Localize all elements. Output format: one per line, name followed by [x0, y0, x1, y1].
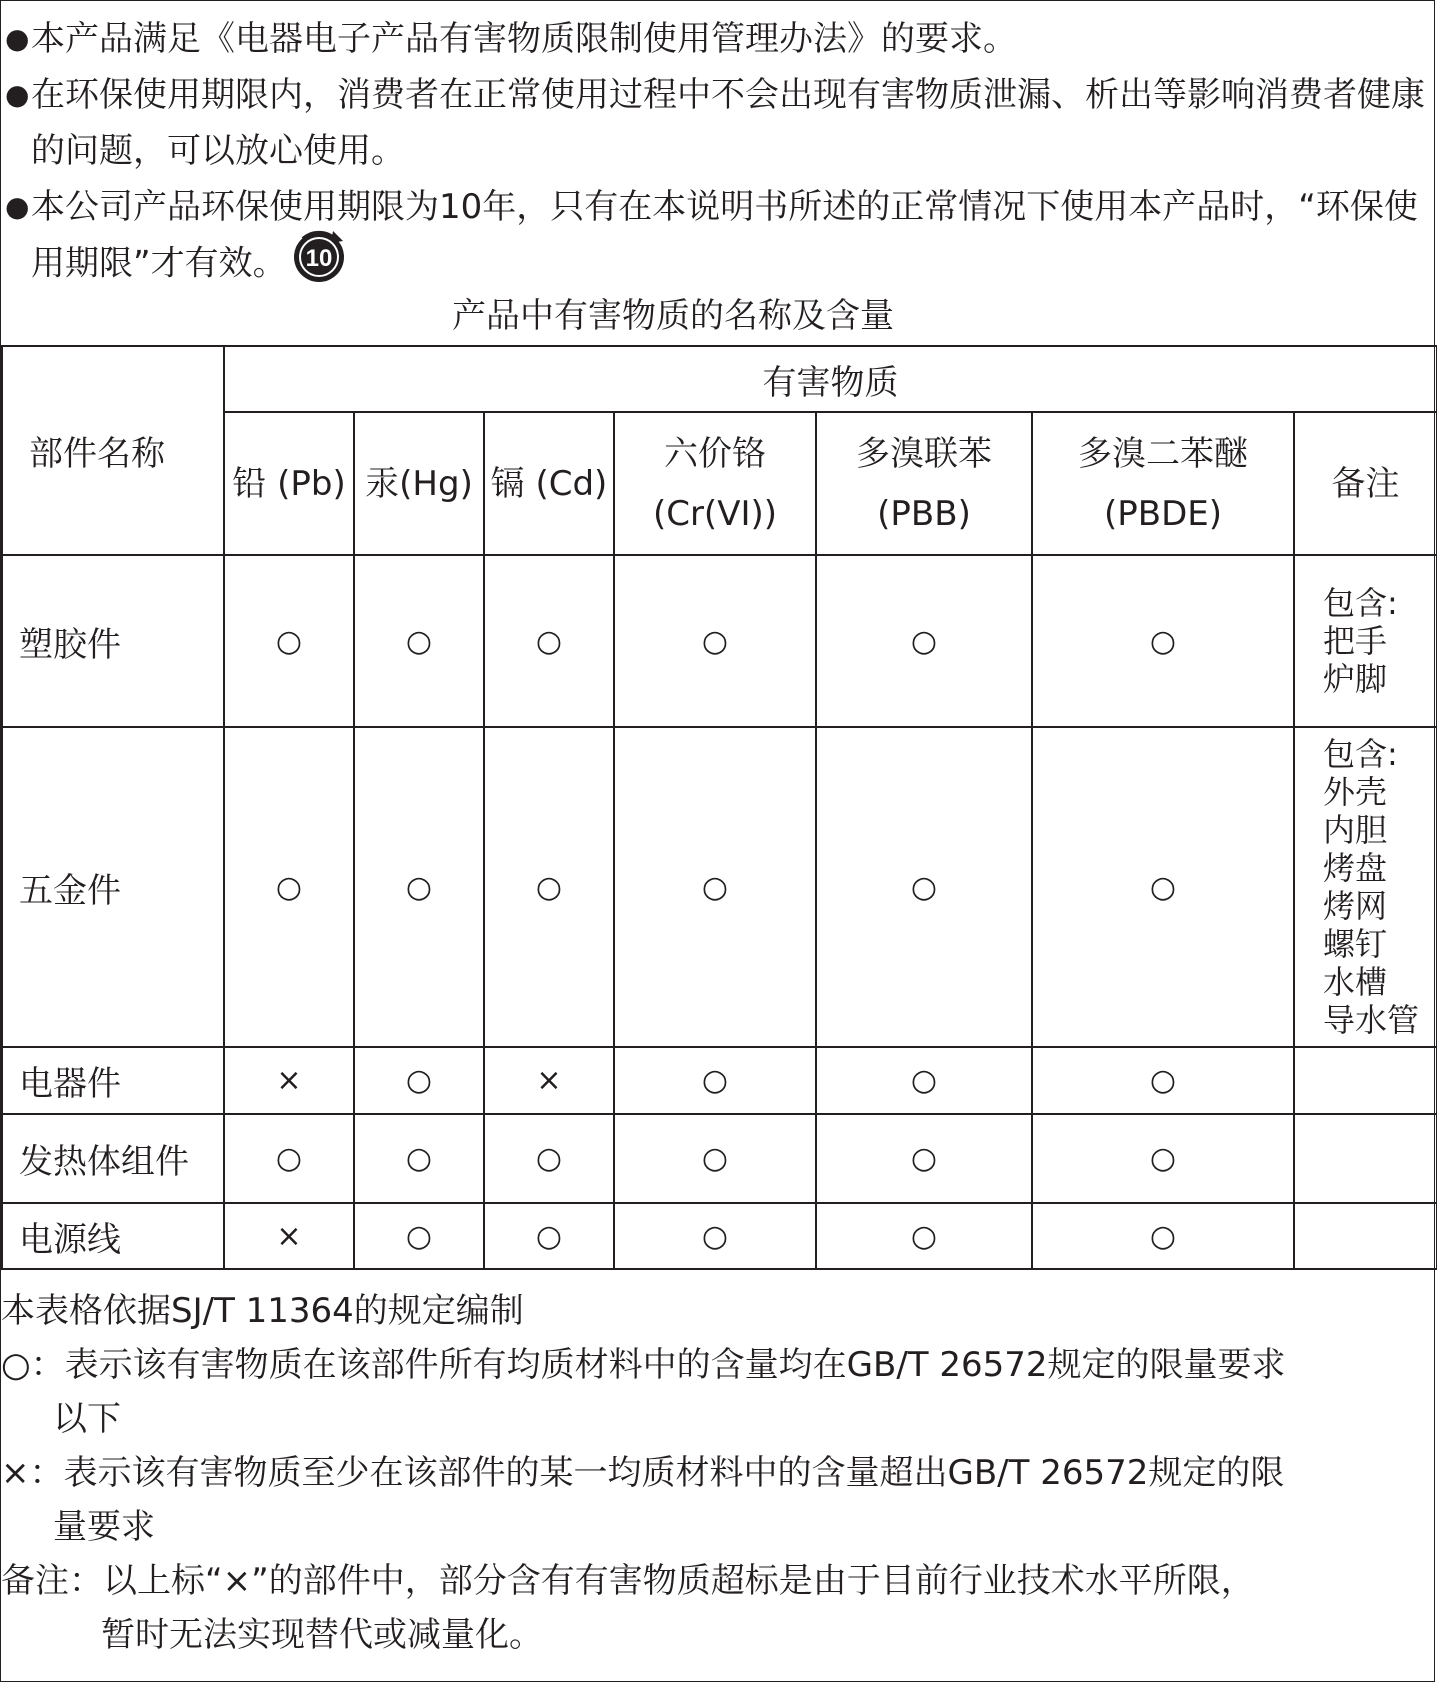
column-header-hg: 汞(Hg) — [354, 412, 484, 555]
mark-cell: ○ — [1032, 727, 1294, 1047]
cross-legend: ×： 表示该有害物质至少在该部件的某一均质材料中的含量超出GB/T 26572规定的限 — [1, 1446, 1433, 1500]
mark-cell: ○ — [484, 1114, 614, 1203]
circle-legend: ○： 表示该有害物质在该部件所有均质材料中的含量均在GB/T 26572规定的限量要求 — [1, 1338, 1433, 1392]
mark-cell: ○ — [816, 1047, 1032, 1114]
remark-label: 备注： — [1, 1561, 103, 1601]
intro-paragraph-2: ● 在环保使用期限内，消费者在正常使用过程中不会出现有害物质泄漏、析出等影响消费者健康的问题，可以放心使用。 — [5, 67, 1433, 179]
bullet-icon: ● — [5, 78, 30, 111]
remarks-cell — [1294, 1203, 1437, 1269]
intro-section — [5, 11, 1433, 295]
header-row-1 — [2, 346, 1437, 412]
mark-cell: ○ — [1032, 555, 1294, 727]
mark-cell: ○ — [614, 555, 816, 727]
part-name-cell: 发热体组件 — [2, 1114, 224, 1203]
column-header-cd: 镉 (Cd) — [484, 412, 614, 555]
table-row — [2, 1114, 1437, 1203]
mark-cell: ○ — [816, 1203, 1032, 1269]
mark-cell: ○ — [816, 555, 1032, 727]
mark-cell: ○ — [1032, 1114, 1294, 1203]
column-header-pbde: 多溴二苯醚 (PBDE) — [1032, 412, 1294, 555]
remarks-cell: 包含: 把手 炉脚 — [1294, 555, 1437, 727]
epup-number: 10 — [305, 245, 332, 272]
table-row — [2, 1203, 1437, 1269]
table-caption: 产品中有害物质的名称及含量 — [452, 296, 894, 336]
cross-symbol: ×： — [1, 1453, 64, 1493]
part-name-cell: 塑胶件 — [2, 555, 224, 727]
mark-cell: × — [224, 1047, 354, 1114]
hazardous-substances-table — [1, 345, 1437, 1270]
mark-cell: ○ — [354, 1203, 484, 1269]
mark-cell: ○ — [614, 727, 816, 1047]
circle-legend-continued: 以下 — [53, 1399, 121, 1439]
circle-symbol: ○： — [1, 1345, 65, 1385]
table-row — [2, 1047, 1437, 1114]
table-row — [2, 727, 1437, 1047]
part-name-header: 部件名称 — [2, 346, 224, 555]
column-header-remarks: 备注 — [1294, 412, 1437, 555]
remarks-cell — [1294, 1047, 1437, 1114]
column-header-pb: 铅 (Pb) — [224, 412, 354, 555]
bullet-icon: ● — [5, 22, 30, 55]
table-basis-note: 本表格依据SJ/T 11364的规定编制 — [1, 1291, 524, 1331]
mark-cell: ○ — [1032, 1047, 1294, 1114]
mark-cell: ○ — [224, 1114, 354, 1203]
remark-note: 备注： 以上标“×”的部件中，部分含有有害物质超标是由于目前行业技术水平所限， — [1, 1554, 1433, 1608]
hazardous-substances-header: 有害物质 — [224, 346, 1437, 412]
mark-cell: ○ — [484, 555, 614, 727]
mark-cell: × — [484, 1047, 614, 1114]
mark-cell: × — [224, 1203, 354, 1269]
bullet-icon: ● — [5, 190, 30, 223]
mark-cell: ○ — [816, 727, 1032, 1047]
intro-paragraph-1: ● 本产品满足《电器电子产品有害物质限制使用管理办法》的要求。 — [5, 11, 1433, 67]
mark-cell: ○ — [1032, 1203, 1294, 1269]
mark-cell: ○ — [354, 1114, 484, 1203]
mark-cell: ○ — [354, 727, 484, 1047]
part-name-cell: 电器件 — [2, 1047, 224, 1114]
mark-cell: ○ — [614, 1114, 816, 1203]
table-row — [2, 555, 1437, 727]
environmental-use-period-icon — [289, 227, 349, 287]
part-name-cell: 五金件 — [2, 727, 224, 1047]
mark-cell: ○ — [614, 1203, 816, 1269]
footer-notes — [1, 1284, 1433, 1662]
mark-cell: ○ — [224, 727, 354, 1047]
cross-legend-continued: 量要求 — [53, 1507, 155, 1547]
remark-note-continued: 暂时无法实现替代或减量化。 — [101, 1615, 543, 1655]
mark-cell: ○ — [354, 555, 484, 727]
mark-cell: ○ — [354, 1047, 484, 1114]
remarks-cell — [1294, 1114, 1437, 1203]
intro-paragraph-3: ● 本公司产品环保使用期限为10年，只有在本说明书所述的正常情况下使用本产品时，“环保使用期限”才有效。 10 — [5, 179, 1433, 295]
mark-cell: ○ — [614, 1047, 816, 1114]
column-header-cr6: 六价铬 (Cr(VI)) — [614, 412, 816, 555]
mark-cell: ○ — [224, 555, 354, 727]
mark-cell: ○ — [816, 1114, 1032, 1203]
mark-cell: ○ — [484, 727, 614, 1047]
column-header-pbb: 多溴联苯 (PBB) — [816, 412, 1032, 555]
remarks-cell: 包含: 外壳 内胆 烤盘 烤网 螺钉 水槽 导水管 — [1294, 727, 1437, 1047]
mark-cell: ○ — [484, 1203, 614, 1269]
part-name-cell: 电源线 — [2, 1203, 224, 1269]
